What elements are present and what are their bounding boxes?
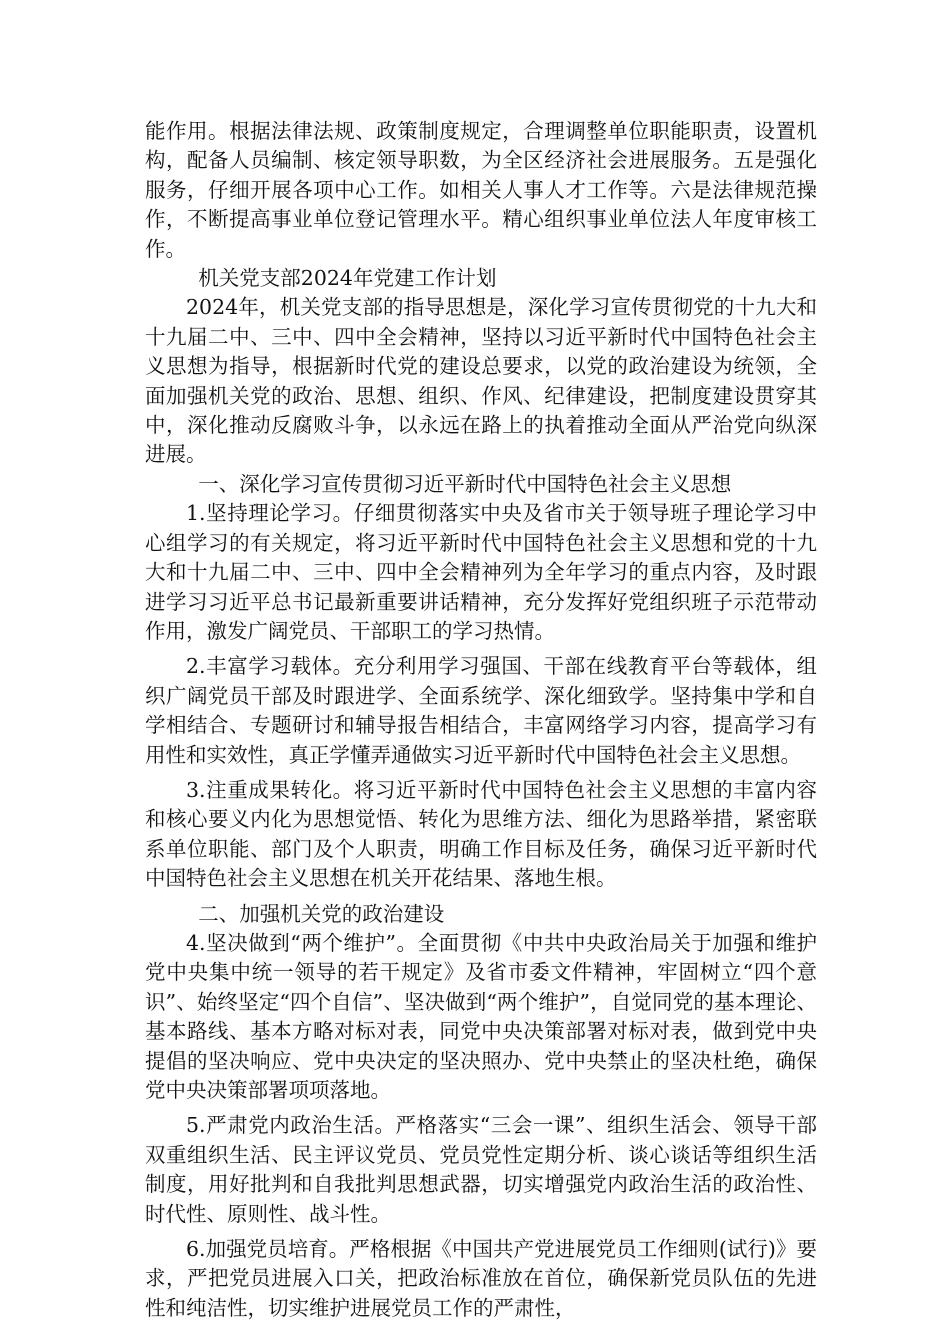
paragraph-intro: 2024年，机关党支部的指导思想是，深化学习宣传贯彻党的十九大和十九届二中、三中、四中全会精神，坚持以习近平新时代中国特色社会主义思想为指导，根据新时代党的建设总要求，以党的政治建设为统领，全面加强机关党的政治、思想、组织、作风、纪律建设，把制度建设贯穿其中，深化推动反腐败斗争，以永远在路上的执着推动全面从严治党向纵深进展。 xyxy=(145,295,817,467)
paragraph-item-4: 4.坚决做到“两个维护”。全面贯彻《中共中央政治局关于加强和维护党中央集中统一领导的若干规定》及省市委文件精神，牢固树立“四个意识”、始终坚定“四个自信”、坚决做到“两个维护”，自觉同党的基本理论、基本路线、基本方略对标对表，同党中央决策部署对标对表，做到党中央提倡的坚决响应、党中央决定的坚决照办、党中央禁止的坚决杜绝，确保党中央决策部署项项落地。 xyxy=(145,930,817,1102)
section-heading-2: 二、加强机关党的政治建设 xyxy=(198,901,445,926)
section-heading-1: 一、深化学习宣传贯彻习近平新时代中国特色社会主义思想 xyxy=(198,471,732,496)
paragraph-item-2: 2.丰富学习载体。充分利用学习强国、干部在线教育平台等载体，组织广阔党员干部及时跟进学、全面系统学、深化细致学。坚持集中学和自学相结合、专题研讨和辅导报告相结合，丰富网络学习内容，提高学习有用性和实效性，真正学懂弄通做实习近平新时代中国特色社会主义思想。 xyxy=(145,654,817,767)
paragraph-item-5: 5.严肃党内政治生活。严格落实“三会一课”、组织生活会、领导干部双重组织生活、民主评议党员、党员党性定期分析、谈心谈话等组织生活制度，用好批判和自我批判思想武器，切实增强党内政治生活的政治性、时代性、原则性、战斗性。 xyxy=(145,1113,817,1226)
paragraph-item-1: 1.坚持理论学习。仔细贯彻落实中央及省市关于领导班子理论学习中心组学习的有关规定，将习近平新时代中国特色社会主义思想和党的十九大和十九届二中、三中、四中全会精神列为全年学习的重点内容，及时跟进学习习近平总书记最新重要讲话精神，充分发挥好党组织班子示范带动作用，激发广阔党员、干部职工的学习热情。 xyxy=(145,501,817,643)
document-page xyxy=(145,117,817,1323)
document-title: 机关党支部2024年党建工作计划 xyxy=(198,266,497,291)
paragraph-item-6: 6.加强党员培育。严格根据《中国共产党进展党员工作细则(试行)》要求，严把党员进展入口关，把政治标准放在首位，确保新党员队伍的先进性和纯洁性，切实维护进展党员工作的严肃性， xyxy=(145,1237,817,1320)
paragraph-item-3: 3.注重成果转化。将习近平新时代中国特色社会主义思想的丰富内容和核心要义内化为思想觉悟、转化为思维方法、细化为思路举措，紧密联系单位职能、部门及个人职责，明确工作目标及任务，确保习近平新时代中国特色社会主义思想在机关开花结果、落地生根。 xyxy=(145,777,817,891)
paragraph-continuation: 能作用。根据法律法规、政策制度规定，合理调整单位职能职责，设置机构，配备人员编制、核定领导职数，为全区经济社会进展服务。五是强化服务，仔细开展各项中心工作。如相关人事人才工作等。六是法律规范操作，不断提高事业单位登记管理水平。精心组织事业单位法人年度审核工作。 xyxy=(145,119,817,261)
